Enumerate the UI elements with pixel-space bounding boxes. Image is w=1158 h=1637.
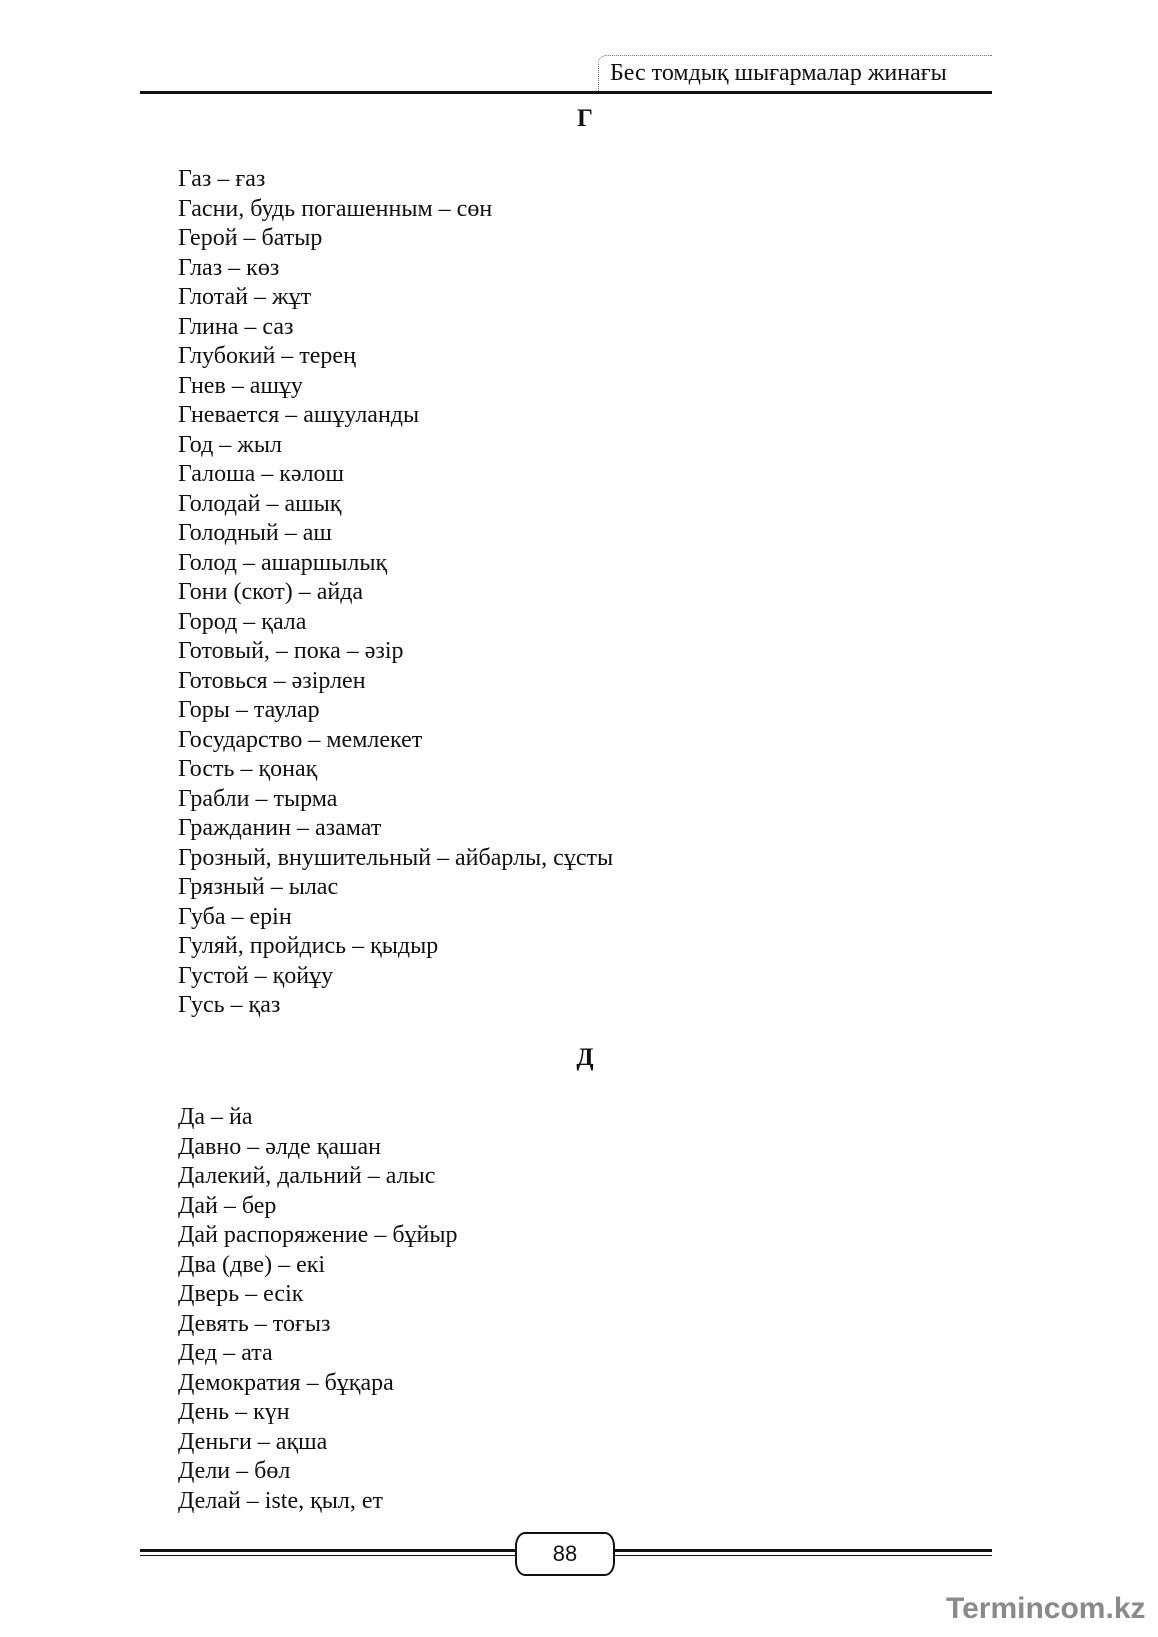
list-item: Год – жыл — [178, 431, 282, 458]
list-item: Дверь – есік — [178, 1281, 304, 1307]
entry-list-g — [178, 165, 613, 1021]
header-rule — [140, 91, 992, 94]
list-item: Давно – әлде қашан — [178, 1133, 381, 1160]
list-item: Голодный – аш — [178, 520, 332, 546]
list-item: Гневается – ашұуланды — [178, 402, 420, 428]
list-item: Делай – iste, қыл, ет — [178, 1487, 384, 1514]
list-item: Готовься – әзірлен — [178, 667, 366, 694]
list-item: Государство – мемлекет — [178, 726, 423, 753]
list-item: Далекий, дальний – алыс — [178, 1163, 436, 1189]
section-letter-g: Г — [577, 105, 593, 132]
watermark-text: Termincom.kz — [946, 1592, 1146, 1625]
list-item: Демократия – бұқара — [178, 1369, 394, 1396]
list-item: Гасни, будь погашенным – сөн — [178, 195, 493, 222]
list-item: Гусь – қаз — [178, 992, 281, 1018]
running-header-title: Бес томдық шығармалар жинағы — [610, 60, 947, 86]
list-item: Деньги – ақша — [178, 1428, 328, 1455]
list-item: Голодай – ашық — [178, 490, 342, 517]
list-item: Гуляй, пройдись – қыдыр — [178, 933, 439, 959]
list-item: Грязный – ылас — [178, 874, 339, 900]
list-item: Два (две) – екі — [178, 1251, 326, 1278]
list-item: Город – қала — [178, 608, 307, 635]
list-item: Гони (скот) – айда — [178, 579, 364, 605]
list-item: Галоша – кәлош — [178, 461, 345, 487]
list-item: Глина – саз — [178, 313, 294, 340]
list-item: Глаз – көз — [178, 254, 280, 281]
list-item: Горы – таулар — [178, 697, 320, 723]
list-item: Газ – ғаз — [178, 166, 266, 192]
list-item: Дай распоряжение – бұйыр — [178, 1222, 458, 1248]
list-item: Глотай – жұт — [178, 284, 312, 310]
watermark-logo — [946, 1592, 1146, 1632]
list-item: Грозный, внушительный – айбарлы, сұсты — [178, 844, 614, 871]
list-item: Голод – ашаршылық — [178, 549, 388, 576]
list-item: Да – йа — [178, 1104, 253, 1130]
list-item: День – күн — [178, 1399, 290, 1425]
list-item: Дед – ата — [178, 1340, 273, 1366]
list-item: Грабли – тырма — [178, 785, 338, 812]
list-item: Дай – бер — [178, 1192, 277, 1219]
list-item: Густой – қойұу — [178, 962, 334, 989]
section-letter-d: Д — [576, 1044, 594, 1071]
page-number: 88 — [515, 1532, 615, 1576]
list-item: Готовый, – пока – әзір — [178, 638, 404, 664]
list-item: Дели – бөл — [178, 1458, 291, 1484]
list-item: Гражданин – азамат — [178, 815, 382, 841]
list-item: Гость – қонақ — [178, 756, 318, 782]
list-item: Гнев – ашұу — [178, 372, 303, 399]
list-item: Герой – батыр — [178, 225, 323, 251]
list-item: Девять – тоғыз — [178, 1310, 331, 1337]
list-item: Глубокий – терең — [178, 343, 356, 369]
entry-list-d — [178, 1103, 458, 1516]
list-item: Губа – ерін — [178, 903, 292, 930]
